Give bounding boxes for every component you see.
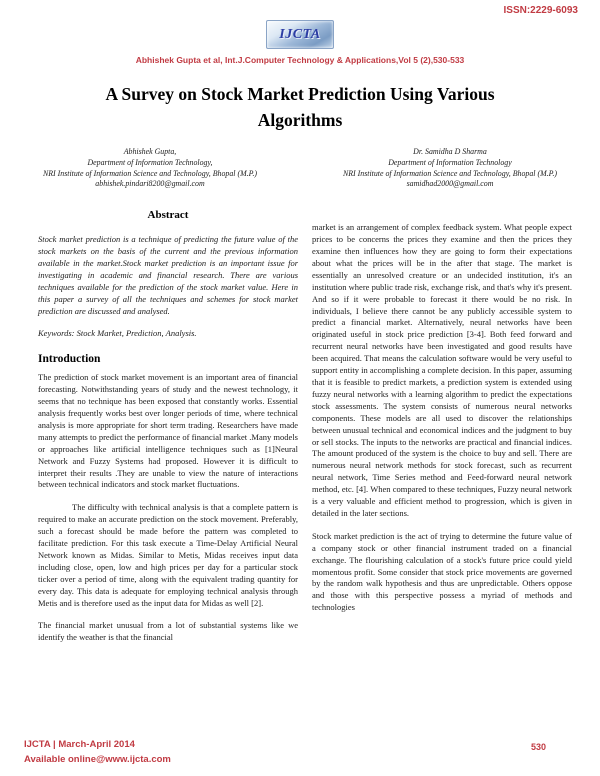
right-column <box>312 194 572 655</box>
ijcta-logo-text: IJCTA <box>279 26 321 42</box>
paper-title: A Survey on Stock Market Prediction Using Various Algorithms <box>105 84 495 130</box>
journal-footer-line1: IJCTA | March-April 2014 <box>24 739 135 750</box>
author-left-name: Abhishek Gupta, <box>123 147 177 156</box>
two-column-body <box>0 194 600 655</box>
abstract-heading: Abstract <box>147 209 189 222</box>
keywords-line: Keywords: Stock Market, Prediction, Analysis. <box>38 328 197 339</box>
author-right-department: Department of Information Technology <box>388 157 512 167</box>
ijcta-logo <box>266 20 334 49</box>
journal-footer-line2: Available online@www.ijcta.com <box>24 753 171 765</box>
introduction-paragraph: The difficulty with technical analysis is that a complete pattern is required to make an accurate prediction on the stock movement. Preferably, such a forecast should be made before the pattern was completed to facilitate prediction. For this task execute a Time-Delay Artificial Neural Network known as Midas. Similar to Metis, Midas receives input data including close, open, low and high prices per day for a particular stock ticker over a period of time, along with the equivalent trading quantity for every day. This data is adequate for employing technical analysis through Metis and is therefore used as the input data for Midas as well [2]. <box>38 502 298 608</box>
body-paragraph: market is an arrangement of complex feedback system. What people expect prices to be concerns the prices they examine and then the prices they examine then influences how they are going to form their expectations about what the prices will be in the after that stage. The market is essentially an unresolved creature or an undecided institution, it's an institution where public trade risk, exchange risk, and that's why it's present. And so if it were probable to forecast it there would be no risk. In individuals, I believe there cannot be any publicly accessible system to predict a financial market. Alternatively, neural networks have been originated useful in stock price prediction [3-4]. Both feed forward and recurrent neural networks have been investigated and good results have been acquired. That means the calculation software would be very useful to support entity in accomplishing a complete decision. In this paper, assuming that it is feasible to predict markets, a prediction system is extended using fuzzy neural networks with a learning algorithm to predict the expectations stock assessments. The system consists of numerous neural networks components. These models are all used to discover the relationships between unusual technical and economical indices and the judgment to buy or sell stocks. The inputs to the networks are practical and financial indices. The amount produced of the system is the choice to buy and sell. There are numerous neural network methods for stock forecast, such as recurrent neural network, Time Series method and Feed-forward neural network method, etc. [4]. When compared to these techniques, Fuzzy neural network is a very valuable and efficient method to progression, which is given in detailed in the later sections. <box>312 222 572 518</box>
introduction-paragraph: The prediction of stock market movement is an important area of financial forecasting. Notwithstanding years of study and the newest technology, it seems that no technique has been exposed that constantly works. Essential analysis frequently works best over longer periods of time, where technical analysis is more appropriate for short term trading. Researchers have made many attempts to predict the performance of financial market .Many models or approaches like artificial intelligence techniques such as [1]Neural Network and Fuzzy Systems had proposed. However it is difficult to interpret their results .They are unable to view the nature of interactions between technical indicators and stock market fluctuations. <box>38 372 298 490</box>
left-column <box>38 194 298 655</box>
author-right-name: Dr. Samidha D Sharma <box>413 147 487 156</box>
author-blocks <box>0 147 600 190</box>
author-right-institute: NRI Institute of Information Science and Technology, Bhopal (M.P.) <box>342 168 558 178</box>
body-paragraph: Stock market prediction is the act of trying to determine the future value of a company stock or other financial instrument traded on a financial exchange. The flourishing calculation of a stock's future price could yield momentous profit. Some consider that stock price movements are governed by the random walk hypothesis and thus are unpredictable. Others oppose and those with this perspective possess a myriad of methods and technologies <box>312 530 572 613</box>
author-right-email: samidhad2000@gmail.com <box>406 179 494 189</box>
page-number: 530 <box>530 742 546 752</box>
introduction-heading: Introduction <box>38 353 101 366</box>
author-block-right <box>300 147 600 190</box>
citation-line: Abhishek Gupta et al, Int.J.Computer Technology & Applications,Vol 5 (2),530-533 <box>135 55 465 65</box>
issn-label: ISSN:2229-6093 <box>503 5 578 16</box>
abstract-text: Stock market prediction is a technique of predicting the future value of the stock markets on the basis of the current and the previous information available in the market.Stock market prediction is an important issue for investigating in academic and financial research. There are various techniques available for the prediction of the stock market value. Here in this paper a survey of all the techniques and schemes for stock market prediction are discussed and analysed. <box>38 234 298 316</box>
journal-footer <box>24 738 171 767</box>
author-block-left <box>0 147 300 190</box>
author-left-department: Department of Information Technology, <box>87 157 213 167</box>
author-left-institute: NRI Institute of Information Science and Technology, Bhopal (M.P.) <box>42 168 258 178</box>
introduction-paragraph: The financial market unusual from a lot of substantial systems like we identify the weather is that the financial <box>38 620 298 643</box>
author-left-email: abhishek.pindari8200@gmail.com <box>95 179 205 189</box>
